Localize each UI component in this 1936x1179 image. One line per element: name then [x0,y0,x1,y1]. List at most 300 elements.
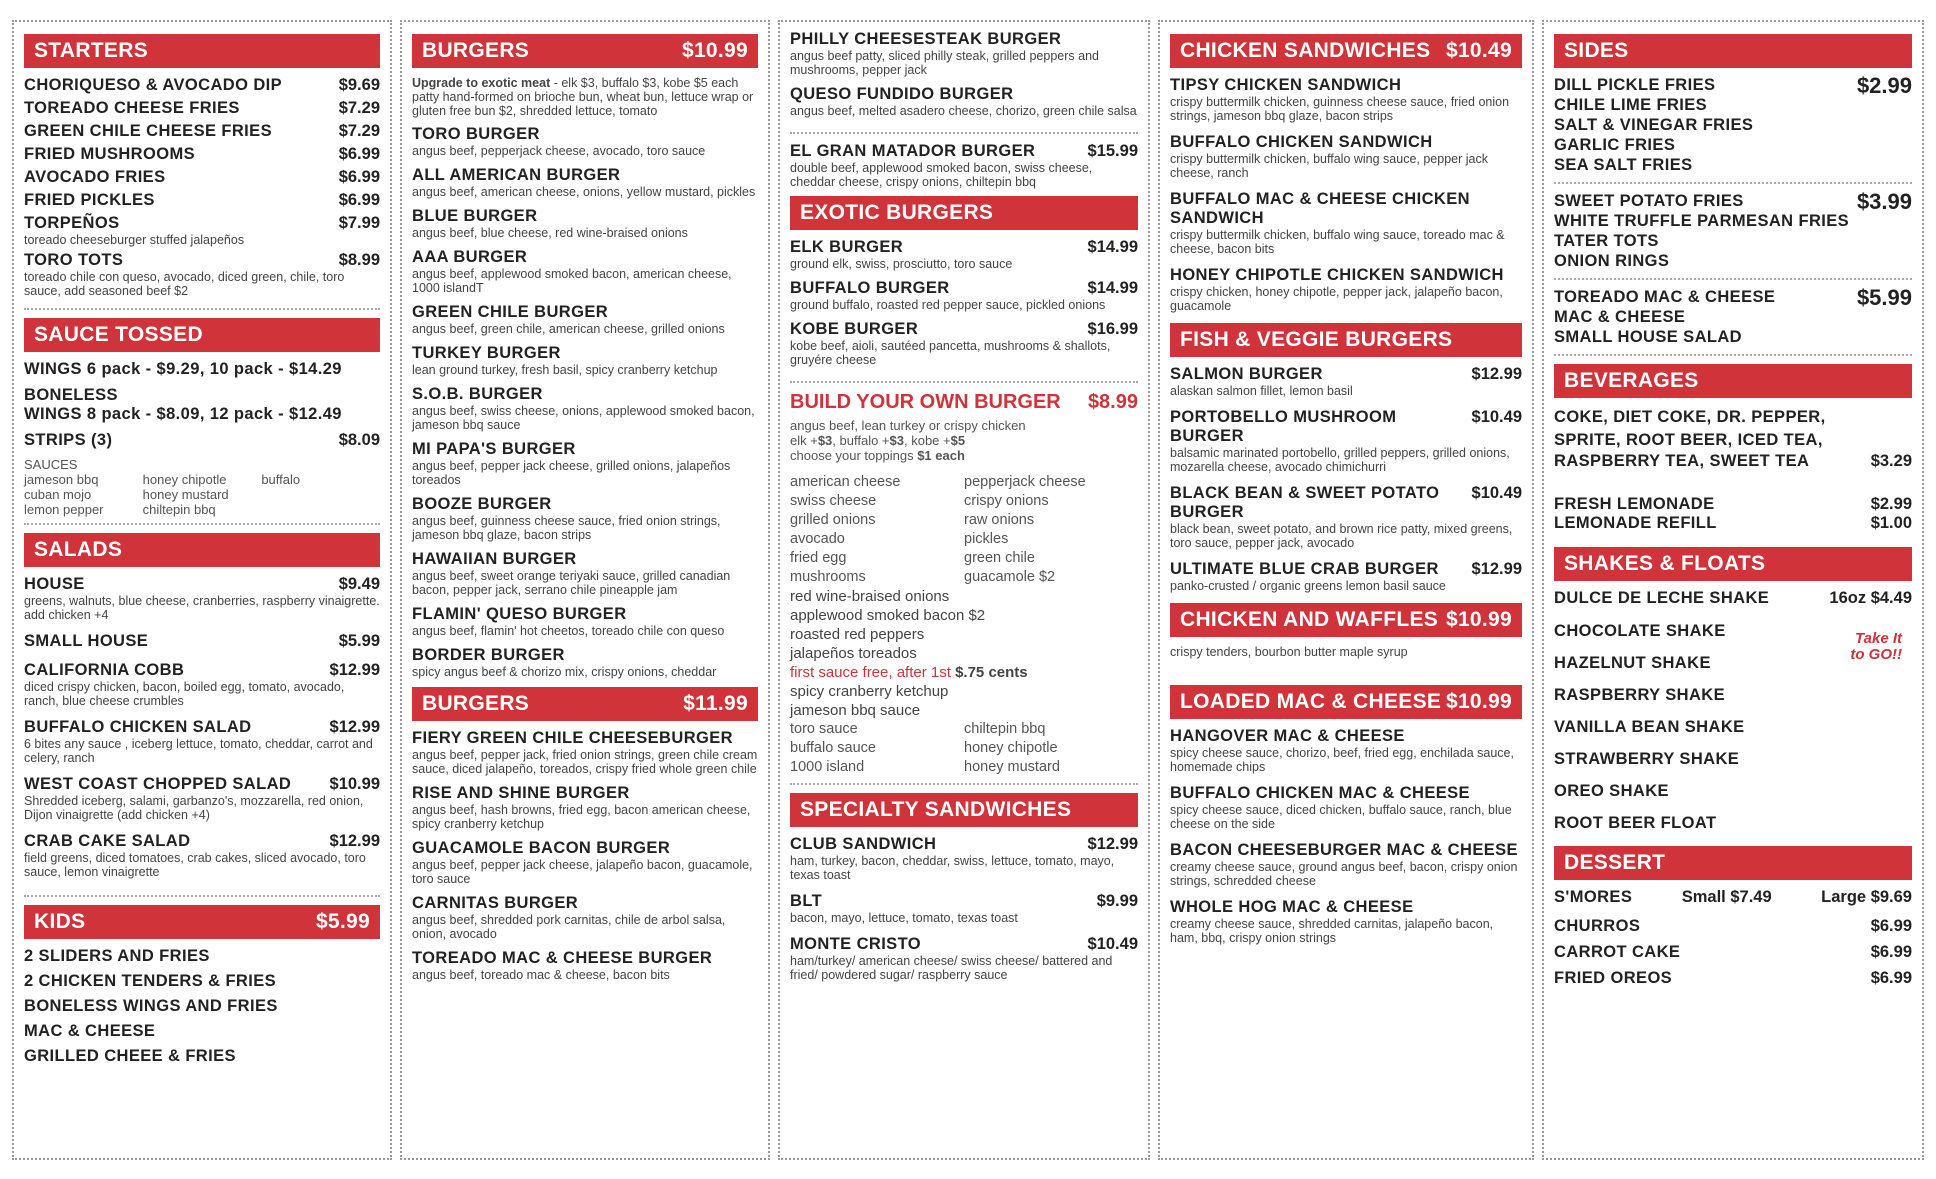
menu-item-row [1170,266,1522,285]
section-header [1554,364,1912,398]
section-title: FISH & VEGGIE BURGERS [1180,328,1453,351]
item-name: ALL AMERICAN BURGER [412,166,621,184]
sides-price: $3.99 [1856,189,1912,214]
menu-item-row [24,168,380,187]
list-item: roasted red peppers [790,626,925,643]
menu-item [24,661,380,708]
item-price: $10.49 [1471,408,1522,426]
section-header [1554,846,1912,880]
sauce-option: lemon pepper [24,502,104,517]
item-name: S.O.B. BURGER [412,385,543,403]
menu-item-row [24,718,380,737]
list-item: SALT & VINEGAR FRIES [1554,116,1754,134]
menu-item [412,605,758,638]
menu-item-row [1170,190,1522,228]
menu-item [412,248,758,295]
section-title: LOADED MAC & CHEESE [1180,690,1442,713]
sauce-option: jameson bbq [24,472,99,487]
list-item: jameson bbq sauce [790,702,921,719]
topping: raw onions [964,512,1035,528]
boneless-item: BONELESS [24,386,118,404]
item-name: BLUE BURGER [412,207,538,225]
topping: pickles [964,531,1009,547]
column-2 [400,20,770,1160]
item-price: $10.49 [1471,484,1522,502]
menu-item [412,784,758,831]
sauces-label: SAUCES [24,457,78,472]
menu-item-row [412,894,758,913]
beverage-line: RASPBERRY TEA, SWEET TEA [1554,452,1810,470]
item-price: $10.49 [1087,935,1138,953]
item-desc: ham, turkey, bacon, cheddar, swiss, lettuce, tomato, mayo, texas toast [790,854,1115,882]
item-desc: angus beef, hash browns, fried egg, bacon american cheese, spicy cranberry ketchup [412,803,751,831]
list-item: red wine-braised onions [790,588,950,605]
menu-item [1170,133,1522,180]
section-price: $10.99 [1445,608,1512,631]
menu-item [1170,898,1522,945]
menu-item [412,729,758,776]
menu-item-row [790,85,1138,104]
sauce-option: buffalo [261,472,301,487]
list-item: TATER TOTS [1554,232,1659,250]
sides-section [1554,34,1912,184]
byo-text: choose your toppings [790,448,918,463]
item-desc: bacon, mayo, lettuce, tomato, texas toast [790,911,1018,925]
list-item: STRAWBERRY SHAKE [1554,750,1740,768]
item-price: $12.99 [1087,835,1138,853]
build-your-own-section [790,391,1138,785]
menu-item [1170,560,1522,593]
menu-item-row [412,248,758,267]
section-header [790,793,1138,827]
item-desc: field greens, diced tomatoes, crab cakes, sliced avocado, toro sauce, lemon vinaigrette [24,851,366,879]
section-header [24,533,380,567]
menu-item-row [412,385,758,404]
item-name: HONEY CHIPOTLE CHICKEN SANDWICH [1170,266,1504,284]
menu-item [412,166,758,199]
item-price: $15.99 [1087,142,1138,160]
menu-item-row [790,320,1138,339]
item-name: CHURROS [1554,917,1641,935]
list-item: applewood smoked bacon $2 [790,607,986,624]
upgrade-note-bold: Upgrade to exotic meat [412,76,551,90]
column-3 [778,20,1150,1160]
sauce-option: honey chipotle [142,472,227,487]
menu-item [24,99,380,118]
item-name: WHOLE HOG MAC & CHEESE [1170,898,1414,916]
menu-item [1170,266,1522,313]
menu-item [790,935,1138,982]
menu-item-row [1170,76,1522,95]
item-desc: creamy cheese sauce, shredded carnitas, jalapeño bacon, ham, bbq, crispy onion strings [1170,917,1494,945]
menu-item [412,344,758,377]
item-name: FIERY GREEN CHILE CHEESEBURGER [412,729,733,747]
item-price: $6.99 [1870,943,1912,961]
topping: avocado [790,531,845,547]
beverages-section [1554,364,1912,533]
item-desc: crispy buttermilk chicken, buffalo wing sauce, pepper jack cheese, ranch [1170,152,1488,180]
menu-item-row [790,279,1138,298]
menu-item [24,76,380,95]
byo-text: $5 [950,433,966,448]
section-title: KIDS [34,910,86,933]
menu-item [412,949,758,982]
menu-item [790,238,1138,271]
item-name: TIPSY CHICKEN SANDWICH [1170,76,1402,94]
menu-item [412,894,758,941]
item-price: $6.99 [338,191,380,209]
item-name: ULTIMATE BLUE CRAB BURGER [1170,560,1439,578]
topping: american cheese [790,474,901,490]
togo-line: Take It [1855,630,1902,647]
burgers-1199-section [412,687,758,982]
menu-item [24,122,380,141]
item-desc: ground buffalo, roasted red pepper sauce, pickled onions [790,298,1106,312]
menu-item [412,646,758,679]
item-price: $7.29 [338,122,380,140]
list-item: VANILLA BEAN SHAKE [1554,718,1745,736]
item-name: TOREADO CHEESE FRIES [24,99,240,117]
item-name: KOBE BURGER [790,320,919,338]
sauce-tossed-section [24,318,380,525]
beverage-line: LEMONADE REFILL [1554,514,1717,532]
item-name: BUFFALO MAC & CHEESE CHICKEN SANDWICH [1170,190,1470,227]
beverage-line: COKE, DIET COKE, DR. PEPPER, [1554,408,1826,426]
menu-item-row [24,775,380,794]
item-name: TORO BURGER [412,125,540,143]
list-item: GRILLED CHEEE & FRIES [24,1047,236,1065]
sauce-option: honey mustard [964,759,1060,775]
item-price: $14.99 [1087,279,1138,297]
menu-item [24,832,380,879]
sauce-note-price: $.75 cents [955,664,1028,681]
list-item: 2 SLIDERS AND FRIES [24,947,210,965]
shake-price: $4.49 [1870,589,1912,607]
item-desc: angus beef, flamin' hot cheetos, toreado chile con queso [412,624,725,638]
shake-size: 16oz [1829,589,1867,607]
topping: fried egg [790,550,847,566]
item-desc: angus beef, guinness cheese sauce, fried onion strings, jameson bbq glaze, bacon strips [412,514,721,542]
item-name: SALMON BURGER [1170,365,1323,383]
item-desc: toreado cheeseburger stuffed jalapeños [24,233,245,247]
item-price: $6.99 [338,145,380,163]
dessert-item: S'MORES [1554,888,1633,906]
item-name: ELK BURGER [790,238,904,256]
beverage-price: $3.29 [1870,452,1912,470]
menu-item-row [412,550,758,569]
item-price: $7.29 [338,99,380,117]
menu-item [1170,190,1522,256]
sauces-grid [24,472,380,517]
upgrade-note-text: - elk $3, buffalo $3, kobe $5 each patty hand-formed on brioche bun, wheat bun, lettuce wrap or gluten free bun $2, shredded lettuce, tomato [412,76,754,118]
byo-text: $3 [817,433,833,448]
section-title: STARTERS [34,39,149,62]
starters-section [24,34,380,310]
menu-item-row [790,30,1138,49]
shakes-section [1554,547,1912,833]
menu-item [24,575,380,622]
byo-toppings-line [790,448,1138,463]
item-desc: angus beef, swiss cheese, onions, applewood smoked bacon, jameson bbq sauce [412,404,755,432]
sides-price: $5.99 [1856,285,1912,310]
item-desc: angus beef patty, sliced philly steak, grilled peppers and mushrooms, pepper jack [790,49,1099,77]
topping: crispy onions [964,493,1049,509]
list-item: GARLIC FRIES [1554,136,1676,154]
menu-item-row [24,832,380,851]
menu-item-row [1170,484,1522,522]
menu-item-row [24,99,380,118]
menu-item [1170,76,1522,123]
list-item: SWEET POTATO FRIES [1554,192,1744,210]
section-title: SPECIALTY SANDWICHES [800,798,1072,821]
item-name: CRAB CAKE SALAD [24,832,191,850]
item-desc: greens, walnuts, blue cheese, cranberries, raspberry vinaigrette. add chicken +4 [24,594,380,622]
item-name: FLAMIN' QUESO BURGER [412,605,627,623]
item-desc: angus beef, blue cheese, red wine-braised onions [412,226,688,240]
item-price: $12.99 [329,661,380,679]
section-title: CHICKEN SANDWICHES [1180,39,1431,62]
list-item: MAC & CHEESE [24,1022,156,1040]
menu-item [790,142,1138,189]
byo-text: elk + [790,433,818,448]
specialty-sandwiches-section [790,793,1138,982]
item-name: QUESO FUNDIDO BURGER [790,85,1014,103]
item-price: $6.99 [1870,969,1912,987]
section-price: $10.49 [1445,39,1512,62]
list-item: SMALL HOUSE SALAD [1554,328,1743,346]
list-item: DILL PICKLE FRIES [1554,76,1716,94]
item-price: $12.99 [1471,560,1522,578]
menu-item [1554,917,1912,936]
menu-item-row [412,125,758,144]
item-price: $14.99 [1087,238,1138,256]
menu-item [24,168,380,187]
menu-item [24,214,380,247]
item-name: GREEN CHILE CHEESE FRIES [24,122,272,140]
item-desc: ham/turkey/ american cheese/ swiss cheese/ battered and fried/ powdered sugar/ raspberry sauce [790,954,1113,982]
item-desc: spicy angus beef & chorizo mix, crispy onions, cheddar [412,665,717,679]
list-item: HAZELNUT SHAKE [1554,654,1711,672]
item-name: TORO TOTS [24,251,124,269]
item-name: CALIFORNIA COBB [24,661,185,679]
list-item: OREO SHAKE [1554,782,1669,800]
item-name: CHORIQUESO & AVOCADO DIP [24,76,283,94]
section-title: SAUCE TOSSED [34,323,203,346]
salads-section [24,533,380,897]
item-desc: angus beef, american cheese, onions, yellow mustard, pickles [412,185,756,199]
dessert-price-large: Large $9.69 [1821,888,1912,906]
menu-item [412,839,758,886]
item-name: BORDER BURGER [412,646,565,664]
item-name: HANGOVER MAC & CHEESE [1170,727,1405,745]
list-item: CHOCOLATE SHAKE [1554,622,1726,640]
list-item: ROOT BEER FLOAT [1554,814,1717,832]
section-price: $11.99 [683,692,748,715]
menu-item [790,320,1138,367]
list-item: WHITE TRUFFLE PARMESAN FRIES [1554,212,1850,230]
item-desc: kobe beef, aioli, sautéed pancetta, mushrooms & shallots, gruyére cheese [790,339,1111,367]
section-header [24,34,380,68]
item-desc: crispy buttermilk chicken, buffalo wing sauce, toreado mac & cheese, bacon bits [1170,228,1505,256]
item-desc: spicy cheese sauce, diced chicken, buffalo sauce, ranch, blue cheese on the side [1170,803,1512,831]
menu-item-row [1554,917,1912,936]
menu-item-row [24,575,380,594]
list-item: MAC & CHEESE [1554,308,1686,326]
menu-item-row [412,605,758,624]
menu-item [1170,841,1522,888]
topping: mushrooms [790,569,866,585]
byo-price: $8.99 [1087,391,1138,413]
sauce-option: chiltepin bbq [964,721,1046,737]
item-desc: lean ground turkey, fresh basil, spicy cranberry ketchup [412,363,718,377]
menu-item [412,495,758,542]
menu-item [412,440,758,487]
item-name: AVOCADO FRIES [24,168,166,186]
menu-item-row [412,646,758,665]
menu-item [790,30,1138,77]
list-item: 2 CHICKEN TENDERS & FRIES [24,972,277,990]
beverage-price: $1.00 [1870,514,1912,532]
sauce-option: honey chipotle [964,740,1058,756]
item-name: MONTE CRISTO [790,935,921,953]
wings-item: WINGS 6 pack - $9.29, 10 pack - $14.29 [24,360,342,378]
sauce-option: cuban mojo [24,487,92,502]
menu-item [24,145,380,164]
section-header [412,34,758,68]
menu-item-row [412,440,758,459]
item-name: TORPEÑOS [24,214,120,232]
item-desc: angus beef, green chile, american cheese, grilled onions [412,322,725,336]
menu-item [1170,365,1522,398]
menu-item-row [1170,365,1522,384]
item-name: FRIED PICKLES [24,191,155,209]
item-name: CARROT CAKE [1554,943,1681,961]
item-name: GREEN CHILE BURGER [412,303,609,321]
chicken-sandwiches-section [1170,34,1522,313]
section-header [1554,34,1912,68]
item-name: BUFFALO CHICKEN SALAD [24,718,252,736]
section-header [1170,685,1522,719]
section-header [24,318,380,352]
list-item: RASPBERRY SHAKE [1554,686,1726,704]
item-desc: crispy chicken, honey chipotle, pepper jack, jalapeño bacon, guacamole [1170,285,1503,313]
boneless-item-line: WINGS 8 pack - $8.09, 12 pack - $12.49 [24,405,342,423]
menu-item [1170,408,1522,474]
menu-item [412,125,758,158]
item-desc: angus beef, pepper jack cheese, grilled onions, jalapeños toreados [412,459,731,487]
item-desc: angus beef, toreado mac & cheese, bacon bits [412,968,670,982]
item-name: CLUB SANDWICH [790,835,937,853]
item-name: HOUSE [24,575,85,593]
item-name: PORTOBELLO MUSHROOM BURGER [1170,408,1397,445]
section-title: DESSERT [1564,851,1666,874]
byo-sauces-grid [790,720,1138,777]
menu-item [24,718,380,765]
section-header [412,687,758,721]
item-desc: balsamic marinated portobello, grilled peppers, grilled onions, mozarella cheese, avocado chimichurri [1170,446,1510,474]
byo-sauces-list [790,682,1138,720]
menu-item-row [412,839,758,858]
beverage-price: $2.99 [1870,495,1912,513]
menu-item-row [1170,898,1522,917]
item-price: $12.99 [329,718,380,736]
item-price: $10.99 [329,775,380,793]
item-desc: spicy cheese sauce, chorizo, beef, fried egg, enchilada sauce, homemade chips [1170,746,1514,774]
item-name: HAWAIIAN BURGER [412,550,577,568]
matador-section [790,142,1138,383]
section-title: EXOTIC BURGERS [800,201,994,224]
item-name: BLACK BEAN & SWEET POTATO BURGER [1170,484,1440,521]
sauce-option: honey mustard [142,487,229,502]
menu-item-row [412,207,758,226]
item-name: TURKEY BURGER [412,344,561,362]
menu-item [412,303,758,336]
section-header [1170,323,1522,357]
sauce-option [261,502,380,517]
item-desc: toreado chile con queso, avocado, diced green, chile, toro sauce, add seasoned beef $2 [24,270,345,298]
menu-item-row [1554,943,1912,962]
item-price: $12.99 [1471,365,1522,383]
toppings-list [790,587,1138,663]
item-price: $9.99 [1096,892,1138,910]
item-name: BOOZE BURGER [412,495,552,513]
item-desc: double beef, applewood smoked bacon, swiss cheese, cheddar cheese, crispy onions, chiltepin bbq [790,161,1093,189]
strips-item: STRIPS (3) [24,431,113,449]
topping: pepperjack cheese [964,474,1086,490]
togo-line: to GO!! [1850,646,1902,663]
item-price: $9.69 [338,76,380,94]
menu-item-row [24,76,380,95]
menu-item-row [1170,841,1522,860]
list-item: BONELESS WINGS AND FRIES [24,997,278,1015]
shake-item: DULCE DE LECHE SHAKE [1554,589,1770,607]
item-desc: angus beef, melted asadero cheese, chorizo, green chile salsa [790,104,1137,118]
topping: grilled onions [790,512,876,528]
menu-item-row [24,122,380,141]
item-name: MI PAPA'S BURGER [412,440,576,458]
item-name: BUFFALO CHICKEN MAC & CHEESE [1170,784,1470,802]
item-desc: panko-crusted / organic greens lemon basil sauce [1170,579,1446,593]
sauce-note-red: first sauce free, after 1st [790,664,956,681]
loaded-mac-section [1170,685,1522,945]
item-desc: angus beef, shredded pork carnitas, chile de arbol salsa, onion, avocado [412,913,726,941]
list-item: TOREADO MAC & CHEESE [1554,288,1776,306]
item-name: AAA BURGER [412,248,528,266]
topping: green chile [964,550,1035,566]
item-desc: alaskan salmon fillet, lemon basil [1170,384,1353,398]
menu-item-row [1170,784,1522,803]
menu-item-row [790,892,1138,911]
sauce-option [261,487,380,502]
dessert-price-small: Small $7.49 [1681,888,1772,906]
menu-item [412,207,758,240]
menu-item-row [24,145,380,164]
section-title: BURGERS [422,692,530,715]
menu-item-row [412,784,758,803]
item-price: $8.99 [338,251,380,269]
sauce-option: buffalo sauce [790,740,876,756]
item-name: RISE AND SHINE BURGER [412,784,630,802]
specialty-burgers-section [790,30,1138,134]
menu-item [24,775,380,822]
item-desc: 6 bites any sauce , iceberg lettuce, tomato, cheddar, carrot and celery, ranch [24,737,373,765]
menu-item [1170,784,1522,831]
item-desc: diced crispy chicken, bacon, boiled egg, tomato, avocado, ranch, blue cheese crumbles [24,680,345,708]
sauce-option: toro sauce [790,721,858,737]
beverage-line: SPRITE, ROOT BEER, ICED TEA, [1554,431,1823,449]
item-price: $6.99 [338,168,380,186]
item-name: BUFFALO CHICKEN SANDWICH [1170,133,1433,151]
